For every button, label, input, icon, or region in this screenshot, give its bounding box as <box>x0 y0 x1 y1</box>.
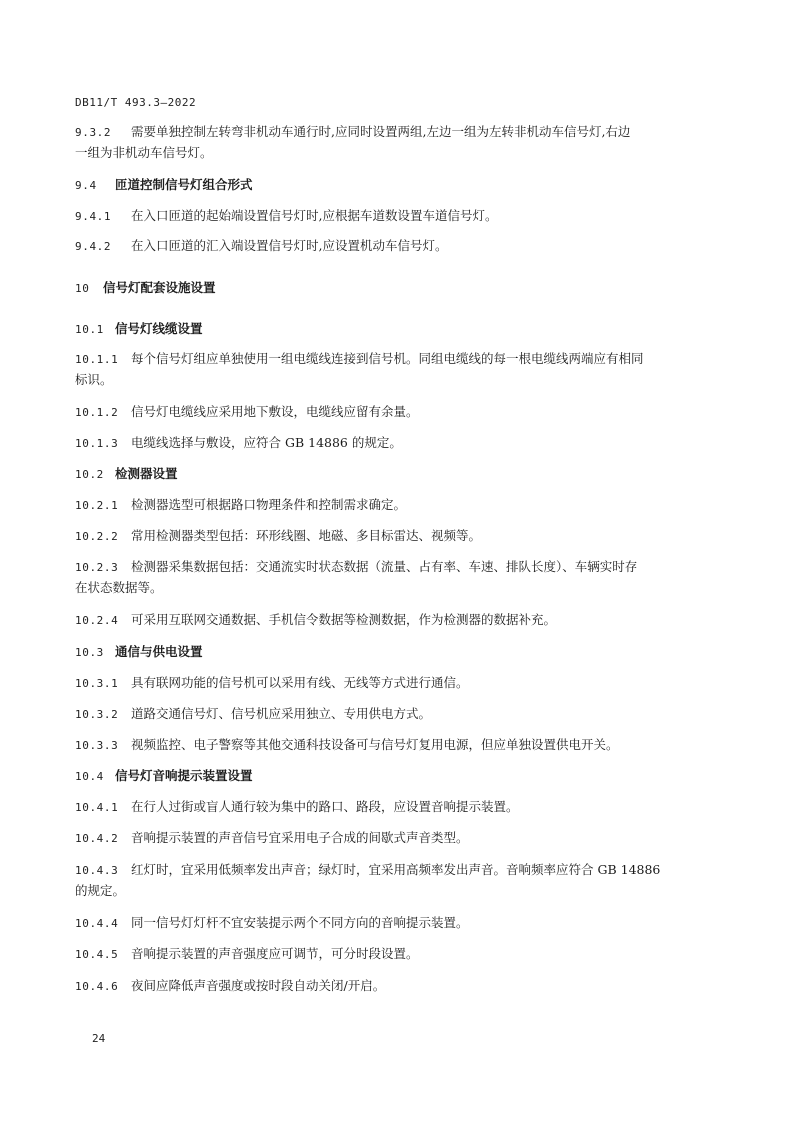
clause-number: 10.4.3 <box>75 864 119 877</box>
clause-number: 10.1.3 <box>75 437 119 450</box>
clause-10-3-2 <box>75 703 725 725</box>
clause-9-3-2-continued <box>75 142 725 163</box>
clause-10-4-5 <box>75 943 725 965</box>
clause-10-2-2 <box>75 525 725 547</box>
chapter-10 <box>75 277 725 299</box>
clause-text: 红灯时，宜采用低频率发出声音；绿灯时，宜采用高频率发出声音。音响频率应符合 GB 14886 <box>131 862 661 877</box>
clause-text: 在入口匝道的起始端设置信号灯时,应根据车道数设置车道信号灯。 <box>131 208 498 223</box>
clause-10-4-3-continued <box>75 880 725 901</box>
section-10-1 <box>75 318 725 340</box>
clause-text: 信号灯电缆线应采用地下敷设，电缆线应留有余量。 <box>131 404 419 419</box>
clause-text: 检测器采集数据包括：交通流实时状态数据（流量、占有率、车速、排队长度）、车辆实时存 <box>131 559 638 574</box>
clause-text: 夜间应降低声音强度或按时段自动关闭/开启。 <box>131 978 386 993</box>
clause-text: 在入口匝道的汇入端设置信号灯时,应设置机动车信号灯。 <box>131 238 448 253</box>
clause-text-continued: 标识。 <box>75 372 113 387</box>
section-10-3 <box>75 641 725 663</box>
clause-9-3-2 <box>75 121 725 143</box>
clause-text-continued: 一组为非机动车信号灯。 <box>75 145 213 160</box>
section-10-4 <box>75 765 725 787</box>
section-title: 检测器设置 <box>115 466 178 481</box>
clause-number: 10.2.1 <box>75 499 119 512</box>
clause-number: 10.4.4 <box>75 917 119 930</box>
clause-text: 同一信号灯灯杆不宜安装提示两个不同方向的音响提示装置。 <box>131 915 469 930</box>
clause-number: 10.4.5 <box>75 948 119 961</box>
clause-10-4-4 <box>75 912 725 934</box>
clause-10-3-1 <box>75 672 725 694</box>
clause-10-1-1-continued <box>75 369 725 390</box>
section-number: 10.3 <box>75 646 104 659</box>
section-title: 信号灯音响提示装置设置 <box>115 768 253 783</box>
clause-text: 常用检测器类型包括：环形线圈、地磁、多目标雷达、视频等。 <box>131 528 482 543</box>
clause-10-2-1 <box>75 494 725 516</box>
clause-text: 检测器选型可根据路口物理条件和控制需求确定。 <box>131 497 407 512</box>
clause-10-4-3 <box>75 859 725 881</box>
clause-9-4-1 <box>75 205 725 227</box>
clause-9-4-2 <box>75 235 725 257</box>
clause-10-3-3 <box>75 734 725 756</box>
clause-text: 需要单独控制左转弯非机动车通行时,应同时设置两组,左边一组为左转非机动车信号灯,右边 <box>131 124 631 139</box>
clause-number: 10.1.2 <box>75 406 119 419</box>
section-number: 9.4 <box>75 179 97 192</box>
section-title: 通信与供电设置 <box>115 644 203 659</box>
page-number: 24 <box>92 1032 106 1045</box>
clause-number: 10.4.2 <box>75 832 119 845</box>
section-title: 匝道控制信号灯组合形式 <box>115 177 253 192</box>
clause-number: 9.3.2 <box>75 126 112 139</box>
clause-number: 10.3.2 <box>75 708 119 721</box>
clause-text: 电缆线选择与敷设，应符合 GB 14886 的规定。 <box>131 435 402 450</box>
clause-text: 每个信号灯组应单独使用一组电缆线连接到信号机。同组电缆线的每一根电缆线两端应有相同 <box>131 351 644 366</box>
chapter-number: 10 <box>75 282 90 295</box>
section-9-4 <box>75 174 725 196</box>
clause-number: 9.4.2 <box>75 240 112 253</box>
section-number: 10.1 <box>75 323 104 336</box>
clause-text: 视频监控、电子警察等其他交通科技设备可与信号灯复用电源，但应单独设置供电开关。 <box>131 737 619 752</box>
clause-number: 9.4.1 <box>75 210 112 223</box>
clause-number: 10.2.3 <box>75 561 119 574</box>
clause-10-4-1 <box>75 796 725 818</box>
clause-10-4-2 <box>75 827 725 849</box>
clause-number: 10.1.1 <box>75 353 119 366</box>
document-header: DB11/T 493.3—2022 <box>75 96 197 109</box>
clause-10-2-4 <box>75 609 725 631</box>
section-number: 10.2 <box>75 468 104 481</box>
clause-number: 10.3.3 <box>75 739 119 752</box>
clause-text: 音响提示装置的声音强度应可调节，可分时段设置。 <box>131 946 419 961</box>
clause-10-1-2 <box>75 401 725 423</box>
clause-10-2-3-continued <box>75 577 725 598</box>
clause-10-2-3 <box>75 556 725 578</box>
clause-text: 在行人过街或盲人通行较为集中的路口、路段，应设置音响提示装置。 <box>131 799 519 814</box>
section-number: 10.4 <box>75 770 104 783</box>
section-title: 信号灯线缆设置 <box>115 321 203 336</box>
clause-text: 可采用互联网交通数据、手机信令数据等检测数据，作为检测器的数据补充。 <box>131 612 557 627</box>
clause-10-1-3 <box>75 432 725 454</box>
clause-text: 音响提示装置的声音信号宜采用电子合成的间歇式声音类型。 <box>131 830 469 845</box>
clause-10-4-6 <box>75 975 725 997</box>
chapter-title: 信号灯配套设施设置 <box>103 280 216 295</box>
clause-10-1-1 <box>75 348 725 370</box>
section-10-2 <box>75 463 725 485</box>
clause-number: 10.2.4 <box>75 614 119 627</box>
clause-text-continued: 在状态数据等。 <box>75 580 163 595</box>
clause-number: 10.4.1 <box>75 801 119 814</box>
clause-text: 道路交通信号灯、信号机应采用独立、专用供电方式。 <box>131 706 432 721</box>
clause-text-continued: 的规定。 <box>75 883 126 898</box>
clause-number: 10.2.2 <box>75 530 119 543</box>
clause-number: 10.3.1 <box>75 677 119 690</box>
clause-text: 具有联网功能的信号机可以采用有线、无线等方式进行通信。 <box>131 675 469 690</box>
clause-number: 10.4.6 <box>75 980 119 993</box>
